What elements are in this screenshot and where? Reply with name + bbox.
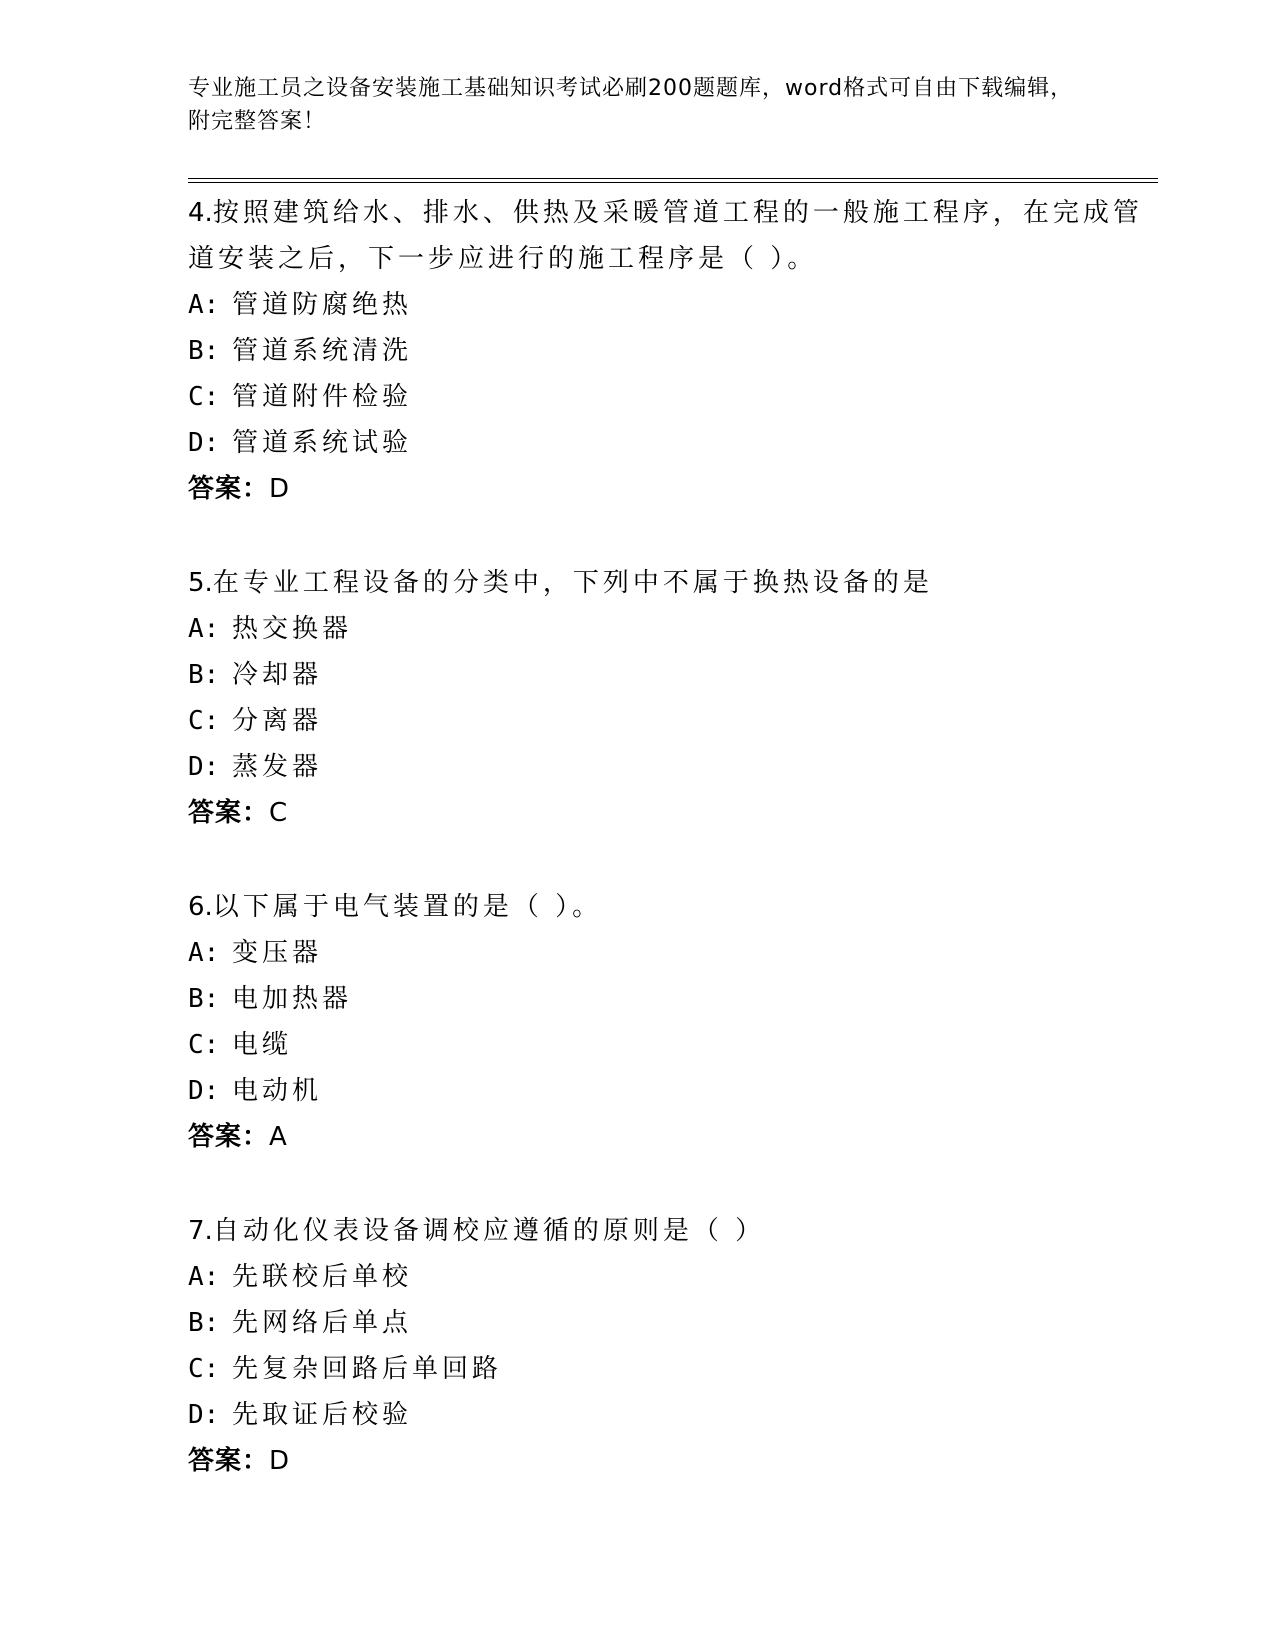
answer-label: 答案： — [188, 474, 270, 504]
answer-value: D — [269, 1446, 291, 1476]
answer-value: D — [269, 474, 291, 504]
option-text: 先网络后单点 — [232, 1308, 413, 1338]
option-key: C: — [188, 706, 220, 736]
question-text: 在专业工程设备的分类中，下列中不属于换热设备的是 — [212, 568, 933, 598]
option-a — [188, 282, 1148, 328]
option-b — [188, 1300, 1148, 1346]
answer-label: 答案： — [188, 1122, 270, 1152]
option-a — [188, 930, 1148, 976]
option-text: 先取证后校验 — [232, 1400, 413, 1430]
question-stem — [188, 190, 1148, 282]
option-c — [188, 1346, 1148, 1392]
option-key: B: — [188, 984, 220, 1014]
question-stem — [188, 560, 1148, 606]
question-stem — [188, 884, 1148, 930]
question-number: 6. — [188, 892, 213, 922]
option-text: 先联校后单校 — [232, 1262, 413, 1292]
option-key: C: — [188, 1030, 220, 1060]
answer-value: C — [269, 798, 289, 828]
option-b — [188, 652, 1148, 698]
option-text: 电加热器 — [232, 984, 353, 1014]
option-text: 热交换器 — [232, 614, 353, 644]
question-item — [188, 1208, 1148, 1484]
question-text: 以下属于电气装置的是（ ）。 — [212, 892, 603, 922]
option-key: A: — [188, 938, 220, 968]
question-item — [188, 560, 1148, 836]
document-header-title: 专业施工员之设备安装施工基础知识考试必刷200题题库，word格式可自由下载编辑，附完整答案！ — [188, 76, 1074, 134]
option-a — [188, 606, 1148, 652]
option-b — [188, 328, 1148, 374]
question-number: 4. — [188, 198, 213, 228]
answer-line — [188, 1114, 1148, 1160]
option-c — [188, 1022, 1148, 1068]
option-text: 冷却器 — [232, 660, 323, 690]
option-a — [188, 1254, 1148, 1300]
answer-line — [188, 790, 1148, 836]
option-key: D: — [188, 1076, 220, 1106]
option-text: 变压器 — [232, 938, 323, 968]
option-key: C: — [188, 382, 220, 412]
option-d — [188, 420, 1148, 466]
answer-line — [188, 1438, 1148, 1484]
question-item — [188, 884, 1148, 1160]
option-key: A: — [188, 614, 220, 644]
answer-value: A — [269, 1122, 288, 1152]
answer-label: 答案： — [188, 798, 270, 828]
question-text: 自动化仪表设备调校应遵循的原则是（ ） — [212, 1216, 766, 1246]
header-double-rule — [188, 178, 1158, 183]
option-key: B: — [188, 336, 220, 366]
option-c — [188, 374, 1148, 420]
question-text: 按照建筑给水、排水、供热及采暖管道工程的一般施工程序，在完成管道安装之后，下一步应进行的施工程序是（ ）。 — [188, 198, 1143, 274]
question-list — [188, 190, 1148, 1532]
option-d — [188, 1392, 1148, 1438]
option-text: 电动机 — [232, 1076, 323, 1106]
option-b — [188, 976, 1148, 1022]
option-key: A: — [188, 290, 220, 320]
option-key: C: — [188, 1354, 220, 1384]
option-key: D: — [188, 752, 220, 782]
answer-label: 答案： — [188, 1446, 270, 1476]
option-text: 先复杂回路后单回路 — [232, 1354, 503, 1384]
question-number: 7. — [188, 1216, 213, 1246]
option-text: 管道系统清洗 — [232, 336, 413, 366]
option-text: 管道附件检验 — [232, 382, 413, 412]
question-item — [188, 190, 1148, 512]
option-key: B: — [188, 1308, 220, 1338]
answer-line — [188, 466, 1148, 512]
option-d — [188, 1068, 1148, 1114]
option-text: 蒸发器 — [232, 752, 323, 782]
option-text: 管道防腐绝热 — [232, 290, 413, 320]
option-text: 管道系统试验 — [232, 428, 413, 458]
option-c — [188, 698, 1148, 744]
question-number: 5. — [188, 568, 213, 598]
question-stem — [188, 1208, 1148, 1254]
option-key: A: — [188, 1262, 220, 1292]
option-text: 分离器 — [232, 706, 323, 736]
option-text: 电缆 — [232, 1030, 293, 1060]
option-key: D: — [188, 428, 220, 458]
option-key: D: — [188, 1400, 220, 1430]
option-d — [188, 744, 1148, 790]
option-key: B: — [188, 660, 220, 690]
